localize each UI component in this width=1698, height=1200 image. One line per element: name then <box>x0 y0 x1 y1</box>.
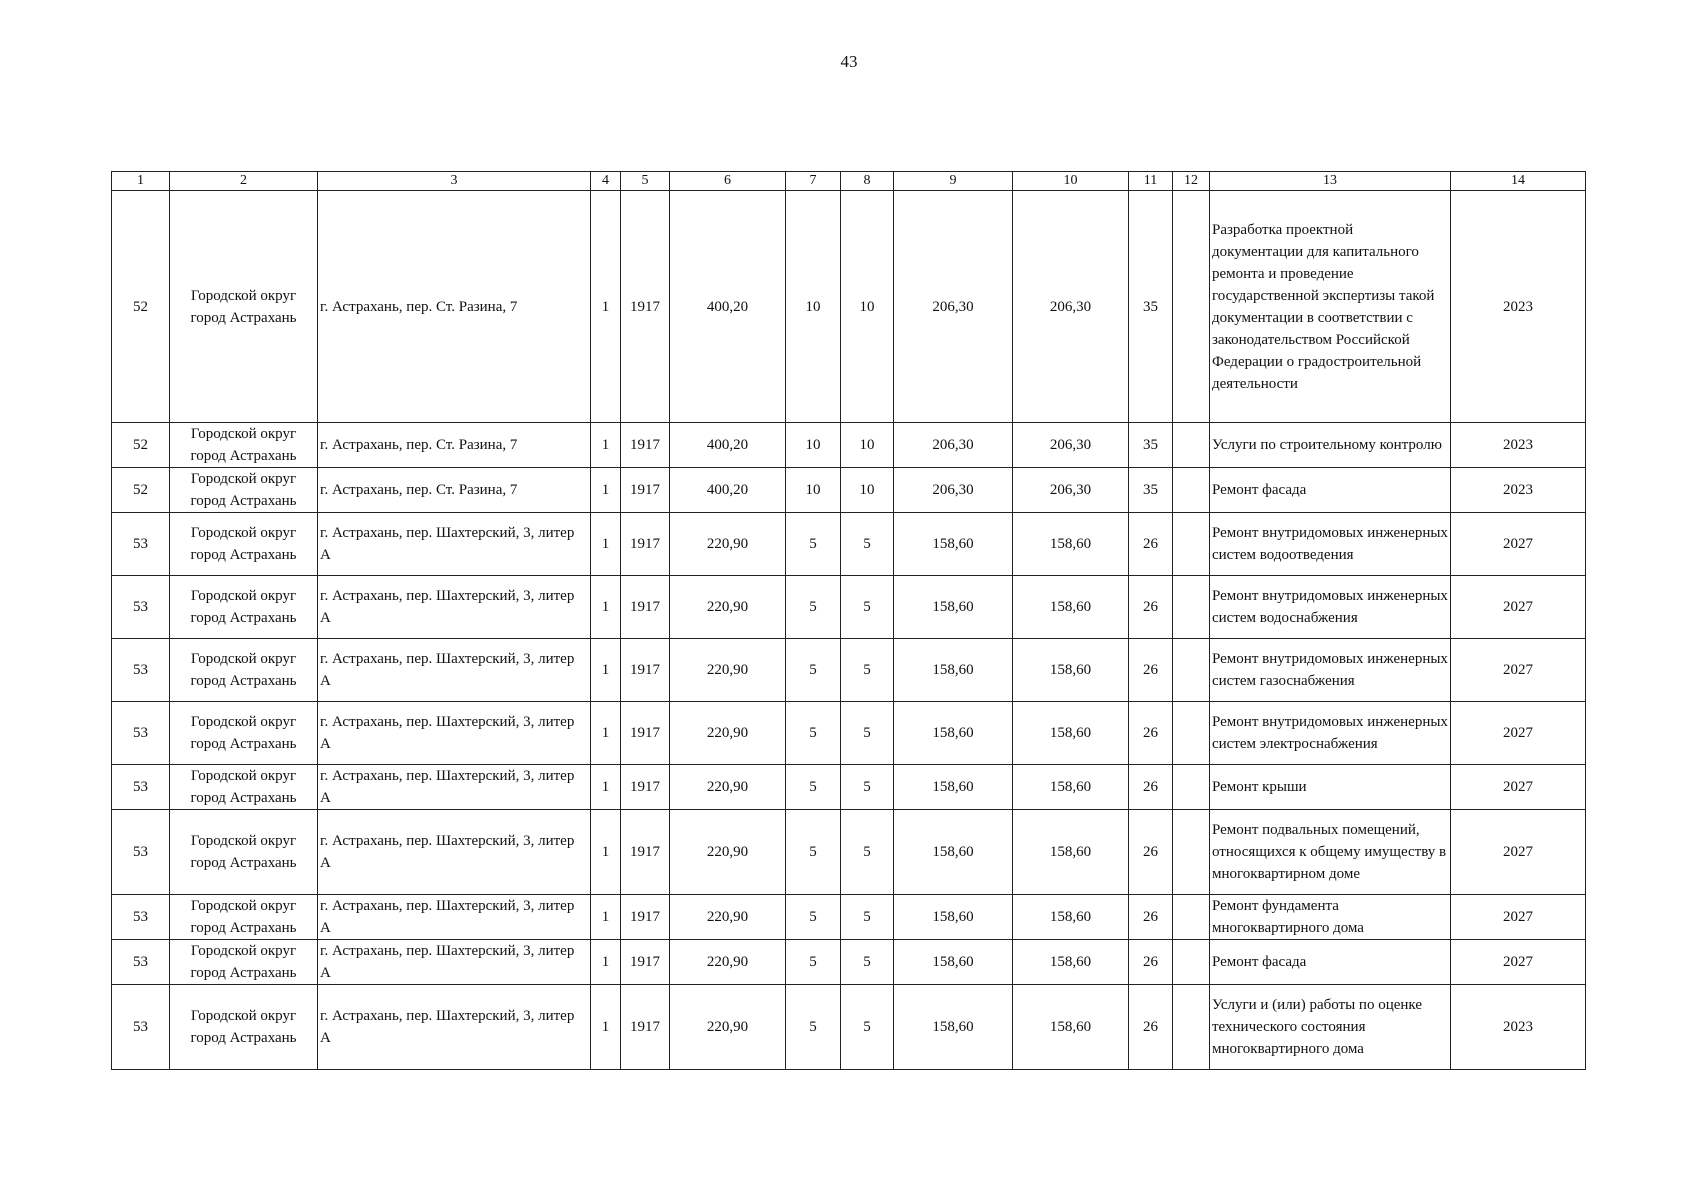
cell-col-12 <box>1173 576 1210 639</box>
cell-work-type: Услуги по строительному контролю <box>1210 423 1451 468</box>
column-header-12: 12 <box>1173 172 1210 191</box>
cell-col-8: 5 <box>841 639 894 702</box>
cell-work-type: Ремонт внутридомовых инженерных систем водоотведения <box>1210 513 1451 576</box>
cell-year: 1917 <box>621 191 670 423</box>
cell-year-planned: 2027 <box>1451 895 1586 940</box>
cell-col-7: 5 <box>786 765 841 810</box>
cell-col-11: 26 <box>1129 576 1173 639</box>
column-header-3: 3 <box>318 172 591 191</box>
cell-year: 1917 <box>621 765 670 810</box>
cell-col-4: 1 <box>591 765 621 810</box>
column-header-4: 4 <box>591 172 621 191</box>
cell-area: 400,20 <box>670 191 786 423</box>
table-row <box>112 985 1586 1070</box>
cell-col-11: 35 <box>1129 191 1173 423</box>
cell-area: 220,90 <box>670 513 786 576</box>
column-header-9: 9 <box>894 172 1013 191</box>
cell-row-number: 53 <box>112 513 170 576</box>
cell-year-planned: 2023 <box>1451 985 1586 1070</box>
column-header-1: 1 <box>112 172 170 191</box>
cell-col-4: 1 <box>591 810 621 895</box>
cell-col-11: 26 <box>1129 513 1173 576</box>
cell-year-planned: 2027 <box>1451 702 1586 765</box>
cell-col-12 <box>1173 985 1210 1070</box>
cell-municipality: Городской округ город Астрахань <box>170 895 318 940</box>
cell-col-4: 1 <box>591 423 621 468</box>
cell-col-7: 10 <box>786 423 841 468</box>
cell-col-12 <box>1173 191 1210 423</box>
cell-area: 220,90 <box>670 639 786 702</box>
cell-row-number: 53 <box>112 639 170 702</box>
cell-col-10: 206,30 <box>1013 191 1129 423</box>
table-row <box>112 940 1586 985</box>
cell-col-4: 1 <box>591 191 621 423</box>
cell-col-8: 5 <box>841 810 894 895</box>
column-header-11: 11 <box>1129 172 1173 191</box>
cell-row-number: 52 <box>112 468 170 513</box>
cell-address: г. Астрахань, пер. Шахтерский, 3, литер А <box>318 639 591 702</box>
cell-address: г. Астрахань, пер. Ст. Разина, 7 <box>318 468 591 513</box>
cell-year: 1917 <box>621 895 670 940</box>
cell-area: 220,90 <box>670 765 786 810</box>
cell-col-12 <box>1173 810 1210 895</box>
cell-col-9: 158,60 <box>894 576 1013 639</box>
cell-col-9: 158,60 <box>894 765 1013 810</box>
cell-col-10: 158,60 <box>1013 810 1129 895</box>
table-row <box>112 468 1586 513</box>
column-header-14: 14 <box>1451 172 1586 191</box>
column-header-10: 10 <box>1013 172 1129 191</box>
cell-col-11: 26 <box>1129 810 1173 895</box>
cell-col-11: 35 <box>1129 468 1173 513</box>
cell-col-4: 1 <box>591 639 621 702</box>
cell-col-4: 1 <box>591 513 621 576</box>
cell-address: г. Астрахань, пер. Шахтерский, 3, литер А <box>318 940 591 985</box>
cell-address: г. Астрахань, пер. Ст. Разина, 7 <box>318 191 591 423</box>
cell-area: 400,20 <box>670 468 786 513</box>
cell-col-10: 206,30 <box>1013 468 1129 513</box>
cell-municipality: Городской округ город Астрахань <box>170 810 318 895</box>
cell-row-number: 52 <box>112 191 170 423</box>
cell-col-11: 26 <box>1129 639 1173 702</box>
cell-year-planned: 2027 <box>1451 513 1586 576</box>
cell-col-4: 1 <box>591 468 621 513</box>
table-row <box>112 765 1586 810</box>
cell-col-12 <box>1173 468 1210 513</box>
table-row <box>112 513 1586 576</box>
column-header-13: 13 <box>1210 172 1451 191</box>
page-number: 43 <box>840 52 858 71</box>
cell-col-9: 158,60 <box>894 895 1013 940</box>
cell-work-type: Ремонт внутридомовых инженерных систем электроснабжения <box>1210 702 1451 765</box>
cell-row-number: 53 <box>112 702 170 765</box>
cell-work-type: Ремонт фасада <box>1210 468 1451 513</box>
cell-col-8: 5 <box>841 513 894 576</box>
header-row <box>112 172 1586 191</box>
cell-work-type: Ремонт крыши <box>1210 765 1451 810</box>
cell-col-7: 5 <box>786 985 841 1070</box>
cell-address: г. Астрахань, пер. Шахтерский, 3, литер А <box>318 985 591 1070</box>
cell-municipality: Городской округ город Астрахань <box>170 513 318 576</box>
cell-col-8: 10 <box>841 191 894 423</box>
table-row <box>112 423 1586 468</box>
cell-col-7: 10 <box>786 468 841 513</box>
cell-col-4: 1 <box>591 702 621 765</box>
cell-address: г. Астрахань, пер. Шахтерский, 3, литер А <box>318 702 591 765</box>
cell-col-11: 26 <box>1129 895 1173 940</box>
cell-col-9: 206,30 <box>894 468 1013 513</box>
cell-municipality: Городской округ город Астрахань <box>170 940 318 985</box>
cell-year: 1917 <box>621 468 670 513</box>
column-header-7: 7 <box>786 172 841 191</box>
cell-address: г. Астрахань, пер. Шахтерский, 3, литер А <box>318 810 591 895</box>
cell-year: 1917 <box>621 810 670 895</box>
cell-col-7: 5 <box>786 940 841 985</box>
cell-address: г. Астрахань, пер. Шахтерский, 3, литер А <box>318 513 591 576</box>
cell-work-type: Ремонт фундамента многоквартирного дома <box>1210 895 1451 940</box>
cell-work-type: Ремонт фасада <box>1210 940 1451 985</box>
cell-col-11: 26 <box>1129 702 1173 765</box>
table-row <box>112 576 1586 639</box>
column-header-5: 5 <box>621 172 670 191</box>
cell-col-9: 158,60 <box>894 702 1013 765</box>
cell-col-12 <box>1173 423 1210 468</box>
cell-col-7: 5 <box>786 810 841 895</box>
cell-col-7: 5 <box>786 576 841 639</box>
cell-col-7: 5 <box>786 639 841 702</box>
cell-row-number: 53 <box>112 765 170 810</box>
cell-col-8: 5 <box>841 895 894 940</box>
cell-address: г. Астрахань, пер. Шахтерский, 3, литер А <box>318 576 591 639</box>
cell-col-12 <box>1173 702 1210 765</box>
cell-col-9: 158,60 <box>894 513 1013 576</box>
table-body <box>112 172 1586 1070</box>
cell-area: 220,90 <box>670 702 786 765</box>
cell-address: г. Астрахань, пер. Шахтерский, 3, литер А <box>318 895 591 940</box>
cell-col-10: 158,60 <box>1013 576 1129 639</box>
cell-col-9: 158,60 <box>894 639 1013 702</box>
cell-col-12 <box>1173 895 1210 940</box>
cell-col-10: 206,30 <box>1013 423 1129 468</box>
cell-col-7: 10 <box>786 191 841 423</box>
cell-municipality: Городской округ город Астрахань <box>170 639 318 702</box>
cell-municipality: Городской округ город Астрахань <box>170 985 318 1070</box>
cell-work-type: Ремонт внутридомовых инженерных систем водоснабжения <box>1210 576 1451 639</box>
table-row <box>112 810 1586 895</box>
cell-col-11: 26 <box>1129 985 1173 1070</box>
cell-col-8: 5 <box>841 985 894 1070</box>
cell-col-12 <box>1173 765 1210 810</box>
cell-municipality: Городской округ город Астрахань <box>170 468 318 513</box>
cell-col-10: 158,60 <box>1013 985 1129 1070</box>
cell-row-number: 53 <box>112 810 170 895</box>
cell-year-planned: 2027 <box>1451 810 1586 895</box>
cell-col-9: 206,30 <box>894 191 1013 423</box>
cell-area: 220,90 <box>670 810 786 895</box>
cell-col-9: 158,60 <box>894 940 1013 985</box>
cell-col-8: 10 <box>841 468 894 513</box>
cell-col-10: 158,60 <box>1013 702 1129 765</box>
cell-col-10: 158,60 <box>1013 513 1129 576</box>
cell-work-type: Ремонт подвальных помещений, относящихся к общему имуществу в многоквартирном доме <box>1210 810 1451 895</box>
cell-row-number: 53 <box>112 895 170 940</box>
cell-col-12 <box>1173 940 1210 985</box>
cell-municipality: Городской округ город Астрахань <box>170 423 318 468</box>
cell-col-4: 1 <box>591 576 621 639</box>
cell-year-planned: 2027 <box>1451 639 1586 702</box>
table-row <box>112 191 1586 423</box>
cell-municipality: Городской округ город Астрахань <box>170 576 318 639</box>
cell-col-8: 5 <box>841 702 894 765</box>
cell-year: 1917 <box>621 576 670 639</box>
cell-row-number: 53 <box>112 985 170 1070</box>
cell-col-9: 158,60 <box>894 810 1013 895</box>
cell-address: г. Астрахань, пер. Ст. Разина, 7 <box>318 423 591 468</box>
cell-row-number: 53 <box>112 940 170 985</box>
capital-repair-table <box>111 171 1586 1070</box>
cell-col-10: 158,60 <box>1013 895 1129 940</box>
cell-col-8: 5 <box>841 576 894 639</box>
cell-col-8: 10 <box>841 423 894 468</box>
cell-col-10: 158,60 <box>1013 940 1129 985</box>
cell-col-10: 158,60 <box>1013 765 1129 810</box>
cell-col-4: 1 <box>591 895 621 940</box>
column-header-2: 2 <box>170 172 318 191</box>
cell-col-8: 5 <box>841 940 894 985</box>
cell-col-12 <box>1173 639 1210 702</box>
cell-row-number: 52 <box>112 423 170 468</box>
cell-col-4: 1 <box>591 940 621 985</box>
cell-col-11: 35 <box>1129 423 1173 468</box>
cell-year-planned: 2023 <box>1451 191 1586 423</box>
cell-address: г. Астрахань, пер. Шахтерский, 3, литер А <box>318 765 591 810</box>
cell-col-7: 5 <box>786 513 841 576</box>
cell-municipality: Городской округ город Астрахань <box>170 191 318 423</box>
cell-col-7: 5 <box>786 895 841 940</box>
cell-col-9: 158,60 <box>894 985 1013 1070</box>
cell-municipality: Городской округ город Астрахань <box>170 765 318 810</box>
cell-area: 400,20 <box>670 423 786 468</box>
table-row <box>112 702 1586 765</box>
cell-col-7: 5 <box>786 702 841 765</box>
cell-col-9: 206,30 <box>894 423 1013 468</box>
cell-col-11: 26 <box>1129 765 1173 810</box>
cell-work-type: Ремонт внутридомовых инженерных систем газоснабжения <box>1210 639 1451 702</box>
cell-year-planned: 2027 <box>1451 765 1586 810</box>
cell-work-type: Разработка проектной документации для капитального ремонта и проведение государственной экспертизы такой документации в соответствии с законодательством Российской Федерации о градостроительной деятельности <box>1210 191 1451 423</box>
cell-col-8: 5 <box>841 765 894 810</box>
cell-year-planned: 2027 <box>1451 576 1586 639</box>
cell-municipality: Городской округ город Астрахань <box>170 702 318 765</box>
column-header-6: 6 <box>670 172 786 191</box>
cell-year-planned: 2023 <box>1451 468 1586 513</box>
table-row <box>112 639 1586 702</box>
cell-col-12 <box>1173 513 1210 576</box>
cell-year-planned: 2023 <box>1451 423 1586 468</box>
cell-year: 1917 <box>621 423 670 468</box>
cell-area: 220,90 <box>670 895 786 940</box>
cell-col-11: 26 <box>1129 940 1173 985</box>
cell-year: 1917 <box>621 702 670 765</box>
cell-year: 1917 <box>621 639 670 702</box>
cell-area: 220,90 <box>670 940 786 985</box>
cell-year: 1917 <box>621 513 670 576</box>
cell-area: 220,90 <box>670 985 786 1070</box>
cell-work-type: Услуги и (или) работы по оценке технического состояния многоквартирного дома <box>1210 985 1451 1070</box>
cell-col-10: 158,60 <box>1013 639 1129 702</box>
cell-col-4: 1 <box>591 985 621 1070</box>
cell-area: 220,90 <box>670 576 786 639</box>
cell-row-number: 53 <box>112 576 170 639</box>
cell-year-planned: 2027 <box>1451 940 1586 985</box>
cell-year: 1917 <box>621 985 670 1070</box>
table-row <box>112 895 1586 940</box>
cell-year: 1917 <box>621 940 670 985</box>
column-header-8: 8 <box>841 172 894 191</box>
